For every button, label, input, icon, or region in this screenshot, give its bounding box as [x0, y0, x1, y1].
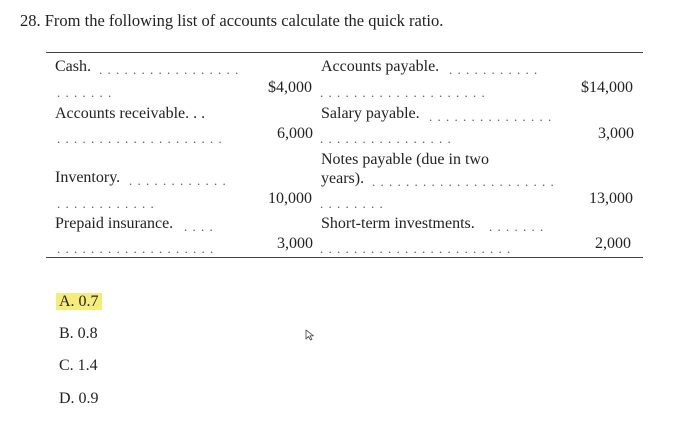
account-label: Notes payable (due in two: [321, 151, 489, 168]
account-label: Accounts payable.: [321, 58, 440, 75]
account-label: Salary payable.: [321, 105, 420, 122]
account-amount: 13,000: [589, 190, 633, 207]
dot-leader: . . . . . . . .: [320, 196, 384, 211]
option-label: B. 0.8: [59, 325, 98, 342]
dot-leader: . . . . . . . . . . . . . . . . . . .: [57, 241, 215, 256]
account-amount: 6,000: [277, 125, 313, 142]
option-c[interactable]: [59, 357, 98, 375]
dot-leader: . . . . . . . . . . . . . . . . . . . . . .: [372, 174, 555, 189]
account-amount: 3,000: [277, 235, 313, 252]
option-a[interactable]: [59, 293, 102, 311]
dot-leader: . . . . . . . . . . . .: [129, 173, 227, 188]
dot-leader: . . . . . . . . . . . . . . . .: [320, 131, 452, 146]
account-label: Accounts receivable. . .: [55, 105, 206, 122]
table-top-rule: [46, 52, 643, 53]
dot-leader: . . . . . . . . . . . . . . . . .: [99, 62, 240, 77]
dot-leader: . . . . . . .: [489, 219, 545, 234]
dot-leader: . . . . . . . . . . . . . . . . . . . .: [57, 131, 223, 146]
question-text: 28. From the following list of accounts calculate the quick ratio.: [20, 11, 444, 30]
option-label: D. 0.9: [59, 390, 99, 407]
dot-leader: . . . . . . . . . . .: [449, 62, 539, 77]
account-amount: 2,000: [595, 235, 631, 252]
dot-leader: . . . . . . .: [57, 85, 113, 100]
option-b[interactable]: [59, 325, 98, 343]
account-label: Cash.: [55, 58, 91, 75]
dot-leader: . . . .: [184, 219, 214, 234]
option-label: A. 0.7: [56, 293, 102, 310]
table-bottom-rule: [46, 257, 643, 258]
account-amount: $14,000: [581, 79, 633, 96]
option-d[interactable]: [59, 390, 99, 408]
dot-leader: . . . . . . . . . . . . . . .: [429, 109, 553, 124]
account-label: Short-term investments.: [321, 215, 475, 232]
mouse-cursor-icon: [305, 329, 315, 341]
option-label: C. 1.4: [59, 357, 98, 374]
account-label-line2: years).: [321, 170, 365, 187]
account-label: Prepaid insurance.: [55, 215, 174, 232]
dot-leader: . . . . . . . . . . . . . . . . . . . .: [320, 85, 486, 100]
dot-leader: . . . . . . . . . . . . . . . . . . . . . . .: [320, 241, 512, 256]
account-amount: $4,000: [268, 79, 312, 96]
account-label: Inventory.: [55, 169, 121, 186]
account-amount: 3,000: [598, 125, 634, 142]
dot-leader: . . . . . . . . . . . .: [57, 196, 155, 211]
account-amount: 10,000: [268, 190, 312, 207]
